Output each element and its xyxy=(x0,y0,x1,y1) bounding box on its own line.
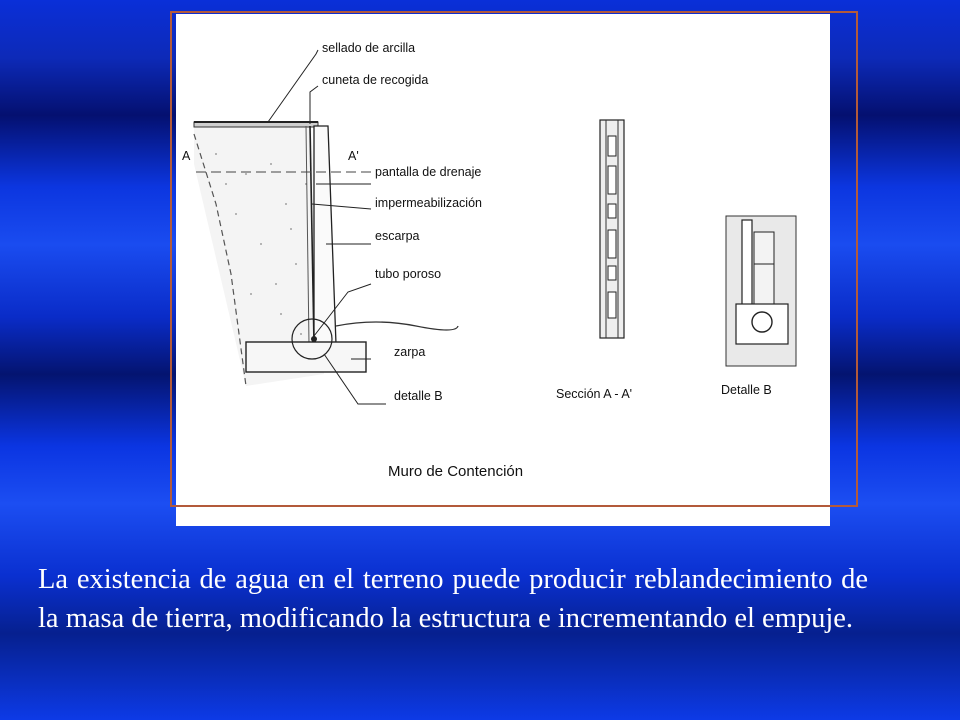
clay-seal xyxy=(194,122,318,127)
label-porous-pipe: tubo poroso xyxy=(375,267,442,281)
retaining-wall-diagram xyxy=(176,14,830,526)
section-a-a-drawing xyxy=(600,120,624,338)
label-clay-seal: sellado de arcilla xyxy=(322,41,416,55)
slide-caption: La existencia de agua en el terreno puede producir reblandecimiento de la masa de tierra, modificando la estructura e incrementando el empuje. xyxy=(38,564,868,634)
detail-pipe-icon xyxy=(752,312,772,332)
label-section-caption: Sección A - A' xyxy=(556,387,633,401)
front-ground xyxy=(336,322,458,330)
label-section-a: A xyxy=(182,149,191,163)
label-collection-ditch: cuneta de recogida xyxy=(322,73,429,87)
diagram-title: Muro de Contención xyxy=(388,463,524,480)
detail-b-drawing xyxy=(726,216,796,366)
porous-pipe-dot xyxy=(311,336,317,342)
label-escarpment: escarpa xyxy=(375,229,420,243)
label-detail-caption: Detalle B xyxy=(721,383,772,397)
label-footing: zarpa xyxy=(394,345,426,359)
label-drainage-screen: pantalla de drenaje xyxy=(375,165,482,179)
diagram-svg xyxy=(176,14,830,526)
label-section-a-prime: A' xyxy=(348,149,359,163)
wall-footing xyxy=(246,342,366,372)
label-detail-b-callout: detalle B xyxy=(394,389,443,403)
label-waterproofing: impermeabilización xyxy=(375,196,482,210)
